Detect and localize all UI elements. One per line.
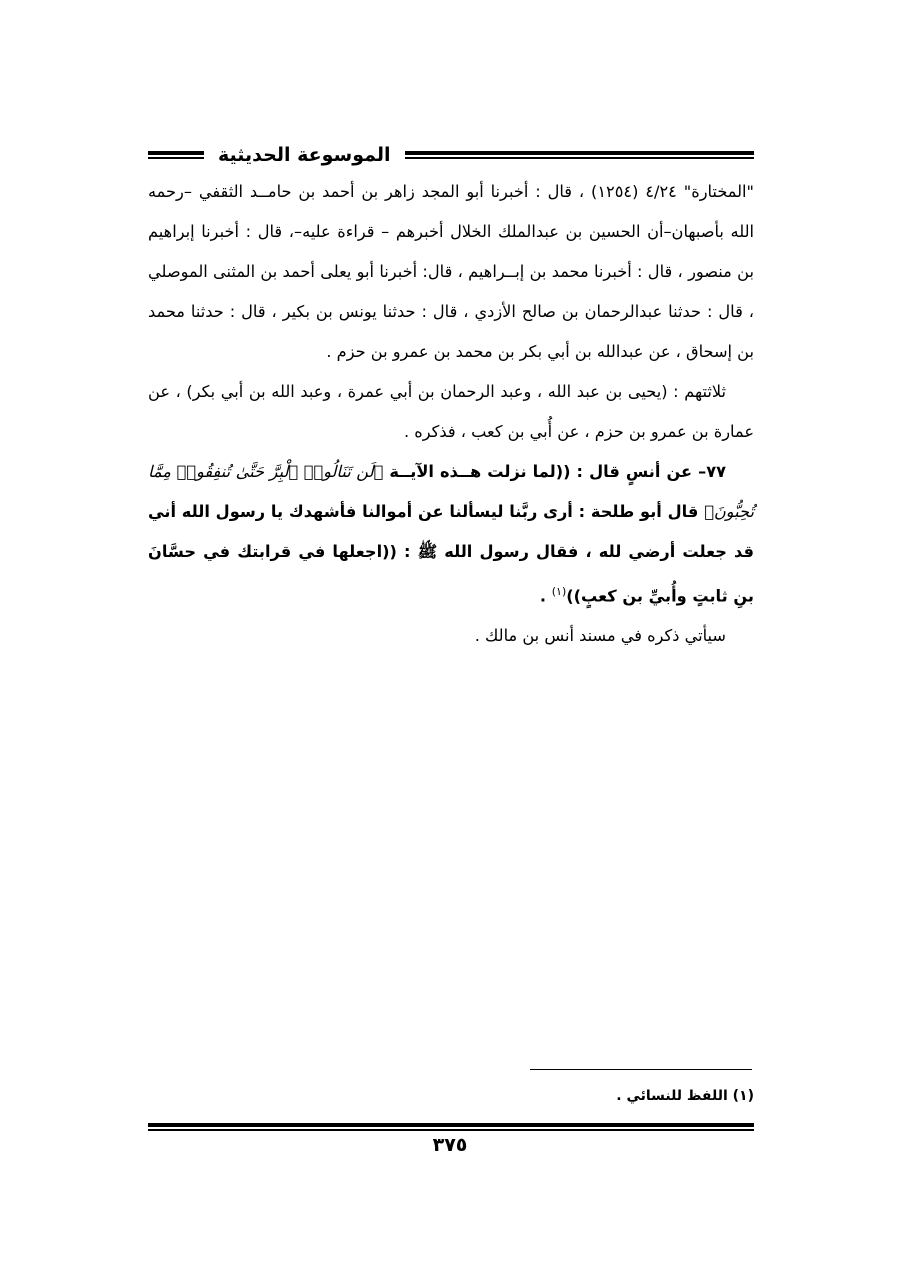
footnote: (١) اللفظ للنسائي . [616,1088,754,1104]
paragraph-summary: ثلاثتهم : (يحيى بن عبد الله ، وعبد الرحمان بن أبي عمرة ، وعبد الله بن أبي بكر) ، عن عمارة بن عمرو بن حزم ، عن أُبي بن كعب ، فذكره . [148,382,754,441]
footer-rule [148,1123,754,1131]
quran-verse: ﴿لَن تَنَالُوا۟ ٱلْبِرَّ حَتَّىٰ تُنفِقُوا۟ مِمَّا تُحِبُّونَ﴾ [148,462,754,521]
paragraph-isnad: "المختارة" ٤/٢٤ (١٢٥٤) ، قال : أخبرنا أبو المجد زاهر بن أحمد بن حامــد الثقفي –رحمه الله بأصبهان–أن الحسين بن عبدالملك الخلال أخبرهم – قراءة عليه–، قال : أخبرنا إبراهيم بن منصور ، قال : أخبرنا محمد بن إبــراهيم ، قال: أخبرنا أبو يعلى أحمد بن المثنى الموصلي ، قال : حدثنا عبدالرحمان بن صالح الأزدي ، قال : حدثنا يونس بن بكير ، قال : حدثنا محمد بن إسحاق ، عن عبدالله بن أبي بكر بن محمد بن عمرو بن حزم . [148,182,755,361]
header-rule-left [148,151,204,159]
hadith-77-body: قال أبو طلحة : أرى ربَّنا ليسألنا عن أموالنا فأشهدك يا رسول الله أني قد جعلت أرضي لله ، فقال رسول الله ﷺ : ((اجعلها في قرابتك في حسَّانَ بنِ ثابتٍ وأُبيِّ بن كعبٍ)) [148,502,754,606]
paragraph-reference: سيأتي ذكره في مسند أنس بن مالك . [474,626,726,646]
running-header [148,140,754,170]
header-title: الموسوعة الحديثية [218,144,391,166]
hadith-77-end: . [539,586,552,606]
header-rule-right [405,151,755,159]
hadith-77-intro: ٧٧– عن أنسٍ قال : ((لما نزلت هــذه الآيــة [389,462,727,481]
hadith-77 [148,452,754,616]
footnote-ref[interactable]: (١) [551,585,567,598]
main-text [148,172,754,656]
page-number: ٣٧٥ [432,1134,468,1156]
footnote-separator [530,1069,752,1070]
